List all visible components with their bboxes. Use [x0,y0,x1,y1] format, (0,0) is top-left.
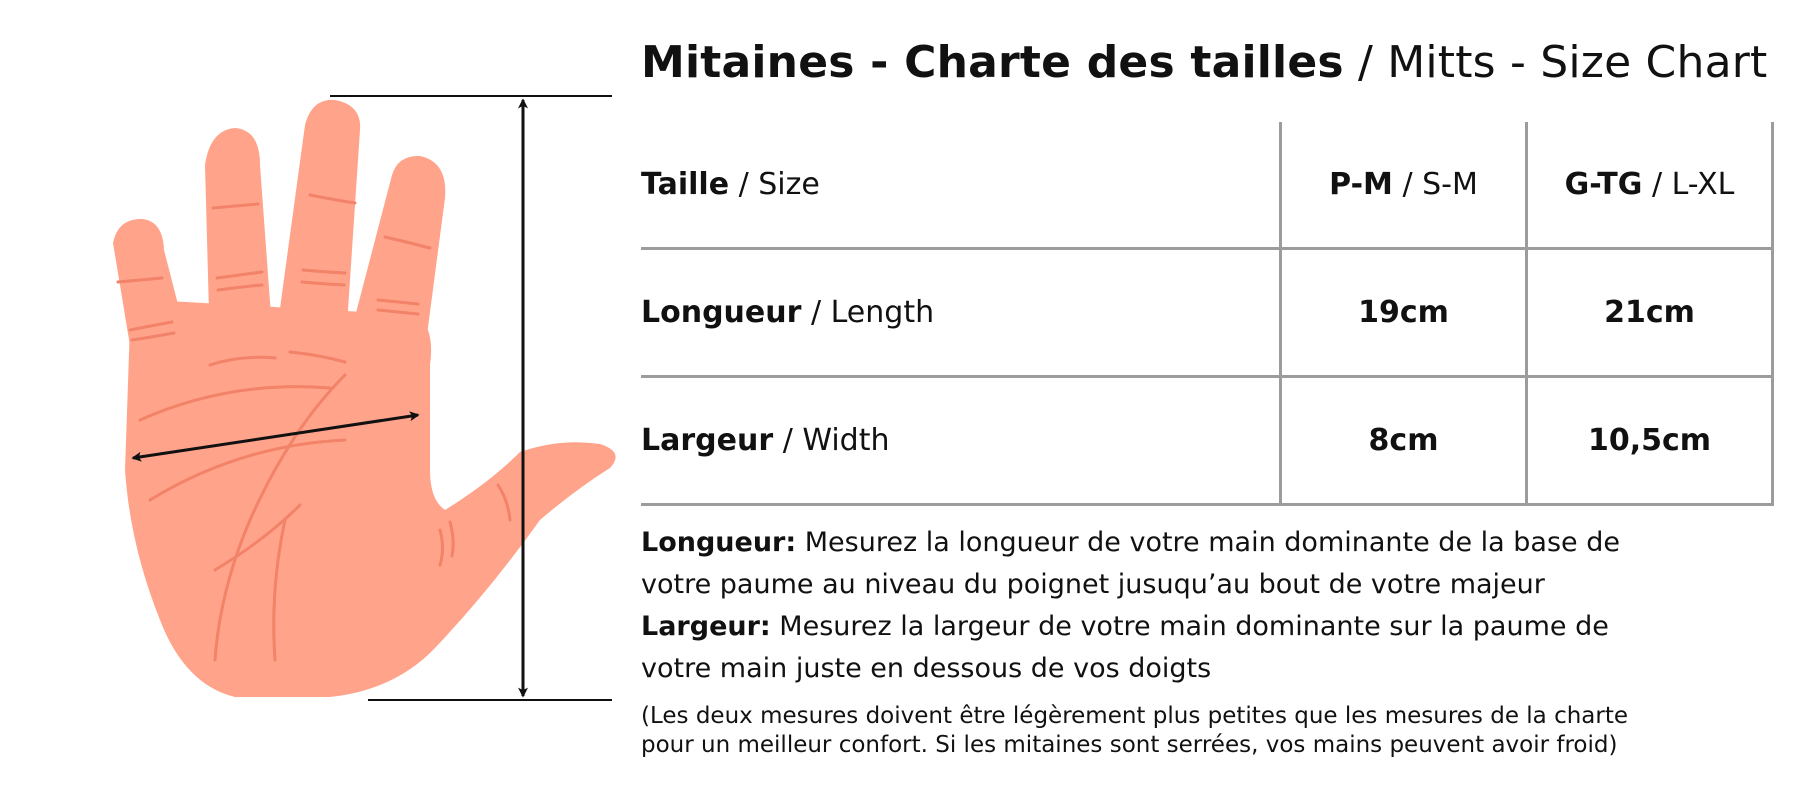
title-en: Mitts - Size Chart [1387,37,1768,88]
table-header-row [641,122,1773,249]
page-title [641,30,1767,96]
header-col1-fr: P-M [1329,167,1393,202]
width-instruction [641,606,1651,690]
table-row [641,377,1773,505]
width-sm-value: 8cm [1368,423,1439,458]
header-label-fr: Taille [641,167,730,202]
title-fr: Mitaines - Charte des tailles [641,37,1344,88]
value-cell [1527,377,1773,505]
header-col2-cell [1527,122,1773,249]
size-chart-table [641,122,1774,506]
width-lxl-value: 10,5cm [1587,423,1712,458]
value-cell [1281,377,1527,505]
header-label-en: / Size [738,167,820,202]
length-instruction [641,522,1651,606]
header-col1-cell [1281,122,1527,249]
length-lxl-value: 21cm [1604,295,1695,330]
row-label-fr: Largeur [641,423,774,458]
table-row [641,249,1773,377]
title-separator: / [1357,37,1373,88]
measurement-instructions [641,522,1651,690]
note-line-1: (Les deux mesures doivent être légèrement plus petites que les mesures de la charte [641,703,1629,729]
row-label-en: / Length [810,295,935,330]
header-label-cell [641,122,1281,249]
row-label-cell [641,377,1281,505]
value-cell [1527,249,1773,377]
note-line-2: pour un meilleur confort. Si les mitaines sont serrées, vos mains peuvent avoir froid) [641,732,1618,758]
row-label-cell [641,249,1281,377]
row-label-en: / Width [782,423,890,458]
row-label-fr: Longueur [641,295,802,330]
header-col2-fr: G-TG [1564,167,1643,202]
header-col2-en: / L-XL [1651,167,1735,202]
header-col1-en: / S-M [1402,167,1478,202]
length-instruction-text: Mesurez la longueur de votre main dominante de la base de votre paume au niveau du poignet jusuqu’au bout de votre majeur [641,527,1620,600]
hand-palm-icon [113,100,616,697]
hand-illustration [0,0,640,797]
length-sm-value: 19cm [1358,295,1449,330]
length-instruction-label: Longueur: [641,527,797,558]
value-cell [1281,249,1527,377]
comfort-note [641,702,1721,760]
width-instruction-text: Mesurez la largeur de votre main dominante sur la paume de votre main juste en dessous de vos doigts [641,611,1609,684]
width-instruction-label: Largeur: [641,611,771,642]
